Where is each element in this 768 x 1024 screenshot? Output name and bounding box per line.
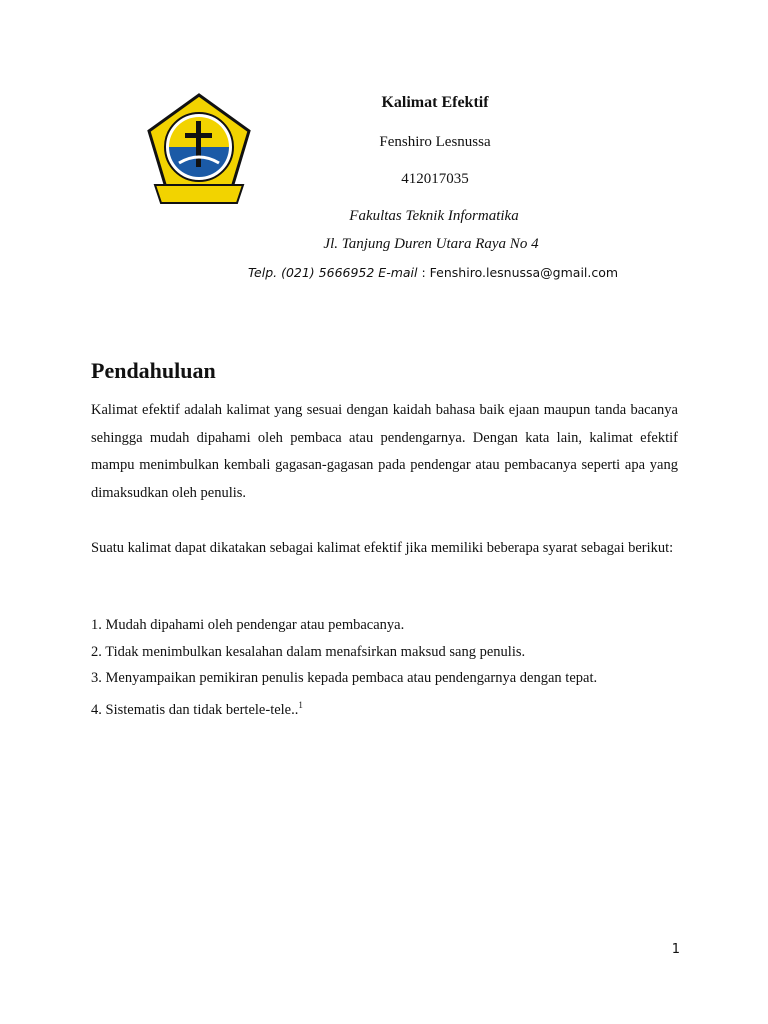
requirements-paragraph: Suatu kalimat dapat dikatakan sebagai kalimat efektif jika memiliki beberapa syarat sebagai berikut: — [91, 540, 674, 556]
document-title: Kalimat Efektif — [381, 94, 489, 111]
footnote-marker[interactable]: 1 — [298, 699, 303, 710]
email-address: Fenshiro.lesnussa@gmail.com — [429, 265, 619, 280]
list-item: 2. Tidak menimbulkan kesalahan dalam menafsirkan maksud sang penulis. — [91, 643, 526, 660]
author-name: Fenshiro Lesnussa — [379, 134, 491, 150]
list-item: 1. Mudah dipahami oleh pendengar atau pembacanya. — [91, 617, 405, 633]
address: Jl. Tanjung Duren Utara Raya No 4 — [323, 236, 539, 252]
intro-paragraph: Kalimat efektif adalah kalimat yang sesuai dengan kaidah bahasa baik ejaan maupun tanda bacanya sehingga mudah dipahami oleh pembaca atau pendengarnya. Dengan kata lain, kalimat efektif mampu menimbulkan kembali gagasan-gagasan pada pendengar atau pembacanya seperti apa yang dimaksudkan oleh penulis. — [91, 402, 678, 501]
page-number: 1 — [671, 942, 680, 957]
contact-line — [0, 265, 768, 280]
student-id: 412017035 — [401, 171, 469, 187]
contact-separator: : — [417, 265, 430, 280]
requirements-list — [91, 612, 678, 723]
list-item: 3. Menyampaikan pemikiran penulis kepada pembaca atau pendengarnya dengan tepat. — [91, 670, 598, 686]
faculty-name: Fakultas Teknik Informatika — [349, 208, 519, 224]
list-item-text: 4. Sistematis dan tidak bertele-tele.. — [91, 701, 299, 718]
section-heading: Pendahuluan — [91, 358, 216, 383]
contact-label: Telp. (021) 5666952 E-mail — [247, 265, 418, 280]
list-item — [91, 692, 678, 723]
